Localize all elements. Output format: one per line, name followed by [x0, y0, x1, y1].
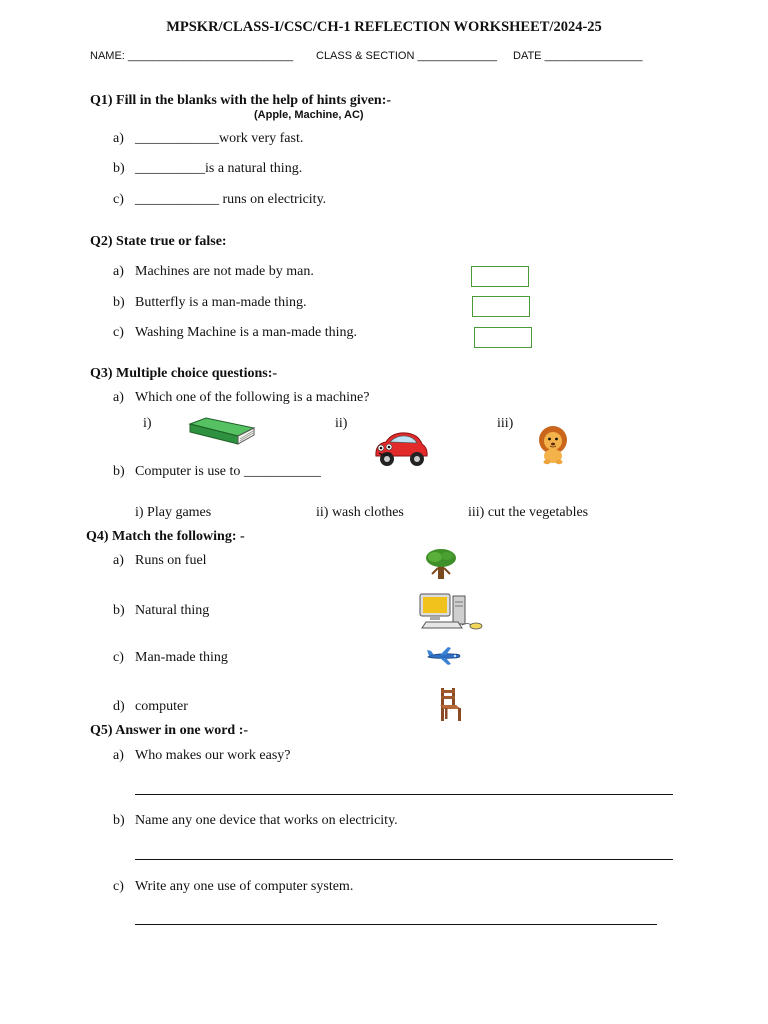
q1-b-marker: b)	[113, 161, 125, 176]
computer-icon	[418, 592, 486, 632]
q2-c-answer-box[interactable]	[474, 327, 532, 348]
q5-b-answer-line[interactable]	[135, 859, 673, 860]
q3-a-question: Which one of the following is a machine?	[135, 390, 370, 405]
q4-c-marker: c)	[113, 650, 124, 665]
q5-heading: Q5) Answer in one word :-	[90, 723, 249, 738]
q5-a-text: Who makes our work easy?	[135, 748, 291, 763]
q2-b-text: Butterfly is a man-made thing.	[135, 295, 307, 310]
q1-c-marker: c)	[113, 192, 124, 207]
q1-a-marker: a)	[113, 131, 124, 146]
q1-hint: (Apple, Machine, AC)	[254, 109, 364, 121]
q5-b-text: Name any one device that works on electricity.	[135, 813, 398, 828]
q4-d-marker: d)	[113, 699, 125, 714]
q1-a-text: ____________work very fast.	[135, 131, 304, 146]
q4-b-marker: b)	[113, 603, 125, 618]
q4-a-marker: a)	[113, 553, 124, 568]
name-field-label: NAME: ___________________________	[90, 50, 294, 62]
q5-a-answer-line[interactable]	[135, 794, 673, 795]
q5-c-marker: c)	[113, 879, 124, 894]
q2-a-text: Machines are not made by man.	[135, 264, 314, 279]
worksheet-title: MPSKR/CLASS-I/CSC/CH-1 REFLECTION WORKSHEET/2024-25	[166, 19, 602, 35]
q2-a-answer-box[interactable]	[471, 266, 529, 287]
q5-b-marker: b)	[113, 813, 125, 828]
q3-a-option-iii-label: iii)	[497, 416, 514, 431]
q5-c-text: Write any one use of computer system.	[135, 879, 354, 894]
q2-b-answer-box[interactable]	[472, 296, 530, 317]
q1-heading: Q1) Fill in the blanks with the help of hints given:-	[90, 93, 392, 108]
q4-heading: Q4) Match the following: -	[86, 529, 245, 544]
q2-a-marker: a)	[113, 264, 124, 279]
q5-c-answer-line[interactable]	[135, 924, 657, 925]
q3-a-marker: a)	[113, 390, 124, 405]
chair-icon	[436, 686, 464, 722]
q3-b-option-iii[interactable]: iii) cut the vegetables	[468, 505, 589, 520]
class-section-field-label: CLASS & SECTION _____________	[316, 50, 498, 62]
q4-d-text: computer	[135, 699, 188, 714]
airplane-icon	[426, 645, 462, 667]
date-field-label: DATE ________________	[513, 50, 643, 62]
tree-icon	[423, 548, 461, 580]
q2-c-marker: c)	[113, 325, 124, 340]
lion-icon[interactable]	[535, 425, 571, 465]
q1-c-text: ____________ runs on electricity.	[135, 192, 327, 207]
q4-c-text: Man-made thing	[135, 650, 228, 665]
q2-b-marker: b)	[113, 295, 125, 310]
q3-a-option-ii-label: ii)	[335, 416, 348, 431]
q3-b-marker: b)	[113, 464, 125, 479]
q5-a-marker: a)	[113, 748, 124, 763]
q3-b-question: Computer is use to ___________	[135, 464, 321, 479]
book-icon[interactable]	[186, 414, 258, 448]
q3-b-option-ii[interactable]: ii) wash clothes	[316, 505, 404, 520]
q1-b-text: __________is a natural thing.	[135, 161, 303, 176]
q3-a-option-i-label: i)	[143, 416, 152, 431]
q3-b-option-i[interactable]: i) Play games	[135, 505, 212, 520]
q4-b-text: Natural thing	[135, 603, 210, 618]
q2-c-text: Washing Machine is a man-made thing.	[135, 325, 358, 340]
car-icon[interactable]	[372, 428, 430, 470]
q2-heading: Q2) State true or false:	[90, 234, 227, 249]
q3-heading: Q3) Multiple choice questions:-	[90, 366, 278, 381]
q4-a-text: Runs on fuel	[135, 553, 207, 568]
